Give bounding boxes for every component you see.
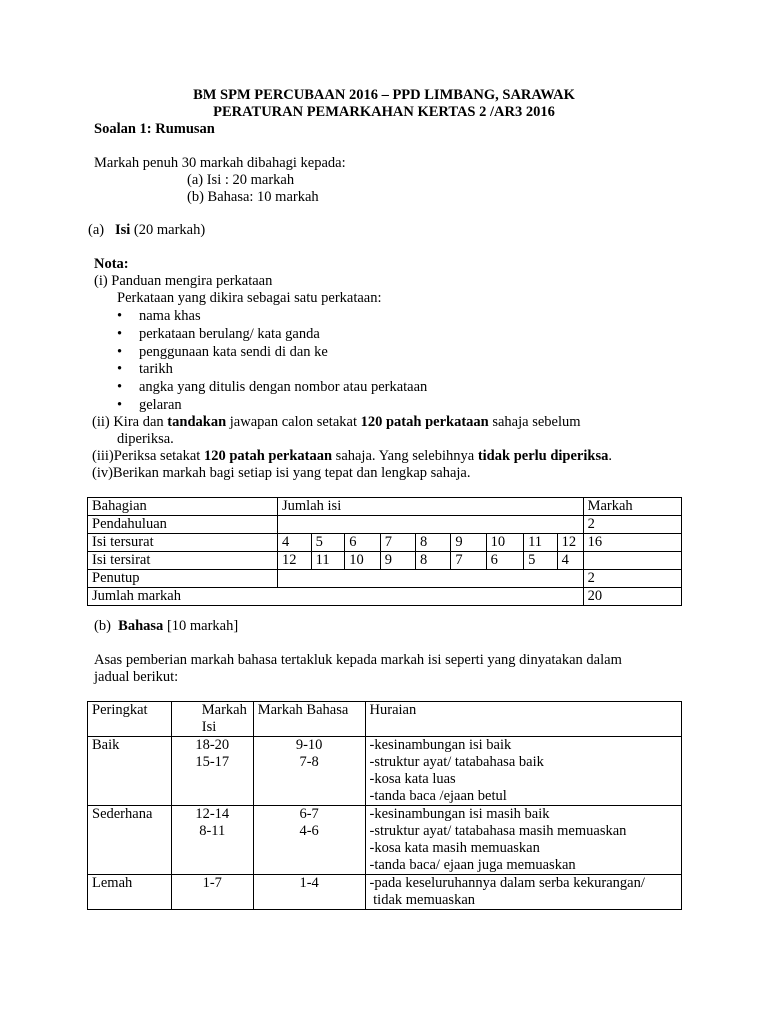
- row-pendahuluan: Pendahuluan: [88, 516, 278, 534]
- intro-text: Markah penuh 30 markah dibahagi kepada:: [94, 155, 346, 171]
- header-jumlah-isi: Jumlah isi: [278, 498, 584, 516]
- nota-iii: (iii)Periksa setakat 120 patah perkataan sahaja. Yang selebihnya tidak perlu diperiksa.: [92, 448, 612, 464]
- markah-isi-cell: 18-20 15-17: [171, 737, 253, 806]
- markah-bahasa-cell: 9-10 7-8: [253, 737, 365, 806]
- cell-value: 4: [557, 552, 583, 570]
- markah-isi-cell: 1-7: [171, 875, 253, 910]
- section-b-heading: (b) Bahasa [10 markah]: [94, 618, 239, 634]
- bullet-item: • angka yang ditulis dengan nombor atau perkataan: [139, 379, 427, 397]
- markah-isi-cell: 12-14 8-11: [171, 806, 253, 875]
- markah-bahasa-cell: 1-4: [253, 875, 365, 910]
- cell-value: 10: [486, 534, 523, 552]
- cell-markah: 16: [583, 534, 681, 552]
- level-sederhana: Sederhana: [88, 806, 172, 875]
- cell-value: 5: [311, 534, 345, 552]
- bullet-item: • nama khas: [139, 308, 201, 326]
- header-peringkat: Peringkat: [88, 702, 172, 737]
- row-jumlah-markah: Jumlah markah: [88, 588, 584, 606]
- level-baik: Baik: [88, 737, 172, 806]
- cell-value: 9: [451, 534, 486, 552]
- doc-title-line1: BM SPM PERCUBAAN 2016 – PPD LIMBANG, SARAWAK: [193, 87, 575, 103]
- level-lemah: Lemah: [88, 875, 172, 910]
- asas-line2: jadual berikut:: [94, 669, 179, 685]
- cell-value: 11: [524, 534, 558, 552]
- language-marks-table: [87, 701, 682, 910]
- split-a: (a) Isi : 20 markah: [187, 172, 295, 188]
- nota-i-sub: Perkataan yang dikira sebagai satu perkataan:: [117, 290, 382, 306]
- doc-title-line2: PERATURAN PEMARKAHAN KERTAS 2 /AR3 2016: [213, 104, 555, 120]
- header-huraian: Huraian: [365, 702, 681, 737]
- cell-value: 7: [451, 552, 486, 570]
- header-markah-bahasa: Markah Bahasa: [253, 702, 365, 737]
- cell-value: 10: [345, 552, 381, 570]
- cell-value: 5: [524, 552, 558, 570]
- cell-markah: 2: [583, 516, 681, 534]
- row-penutup: Penutup: [88, 570, 278, 588]
- asas-line1: Asas pemberian markah bahasa tertakluk kepada markah isi seperti yang dinyatakan dalam: [94, 652, 622, 668]
- cell-value: 11: [311, 552, 345, 570]
- cell-value: 12: [557, 534, 583, 552]
- header-bahagian: Bahagian: [88, 498, 278, 516]
- nota-ii: (ii) Kira dan tandakan jawapan calon setakat 120 patah perkataan sahaja sebelum: [92, 414, 581, 430]
- cell-markah: 20: [583, 588, 681, 606]
- huraian-cell: -kesinambungan isi baik -struktur ayat/ tatabahasa baik -kosa kata luas -tanda baca /ejaan betul: [365, 737, 681, 806]
- cell-value: 4: [278, 534, 312, 552]
- bullet-item: • penggunaan kata sendi di dan ke: [139, 344, 328, 362]
- huraian-cell: -pada keseluruhannya dalam serba kekurangan/ tidak memuaskan: [365, 875, 681, 910]
- cell-markah: 2: [583, 570, 681, 588]
- marks-table: [87, 497, 682, 606]
- cell-value: 8: [416, 552, 451, 570]
- nota-iv: (iv)Berikan markah bagi setiap isi yang tepat dan lengkap sahaja.: [92, 465, 471, 481]
- header-markah: Markah: [583, 498, 681, 516]
- section-a-heading: (a) Isi (20 markah): [88, 222, 206, 238]
- bullet-item: • tarikh: [139, 361, 173, 379]
- nota-ii-cont: diperiksa.: [117, 431, 174, 447]
- cell-value: 8: [416, 534, 451, 552]
- nota-title: Nota:: [94, 256, 129, 272]
- cell-value: 9: [380, 552, 415, 570]
- cell-value: 7: [380, 534, 415, 552]
- bullet-item: • gelaran: [139, 397, 182, 415]
- row-isi-tersurat: Isi tersurat: [88, 534, 278, 552]
- markah-bahasa-cell: 6-7 4-6: [253, 806, 365, 875]
- bullet-item: • perkataan berulang/ kata ganda: [139, 326, 320, 344]
- row-isi-tersirat: Isi tersirat: [88, 552, 278, 570]
- cell-value: 12: [278, 552, 312, 570]
- cell-value: 6: [486, 552, 523, 570]
- header-markah-isi: Markah Isi: [171, 702, 253, 737]
- question-title: Soalan 1: Rumusan: [94, 121, 215, 137]
- huraian-cell: -kesinambungan isi masih baik -struktur ayat/ tatabahasa masih memuaskan -kosa kata masih memuaskan -tanda baca/ ejaan juga memuaskan: [365, 806, 681, 875]
- nota-i: (i) Panduan mengira perkataan: [94, 273, 273, 289]
- cell-value: 6: [345, 534, 381, 552]
- split-b: (b) Bahasa: 10 markah: [187, 189, 319, 205]
